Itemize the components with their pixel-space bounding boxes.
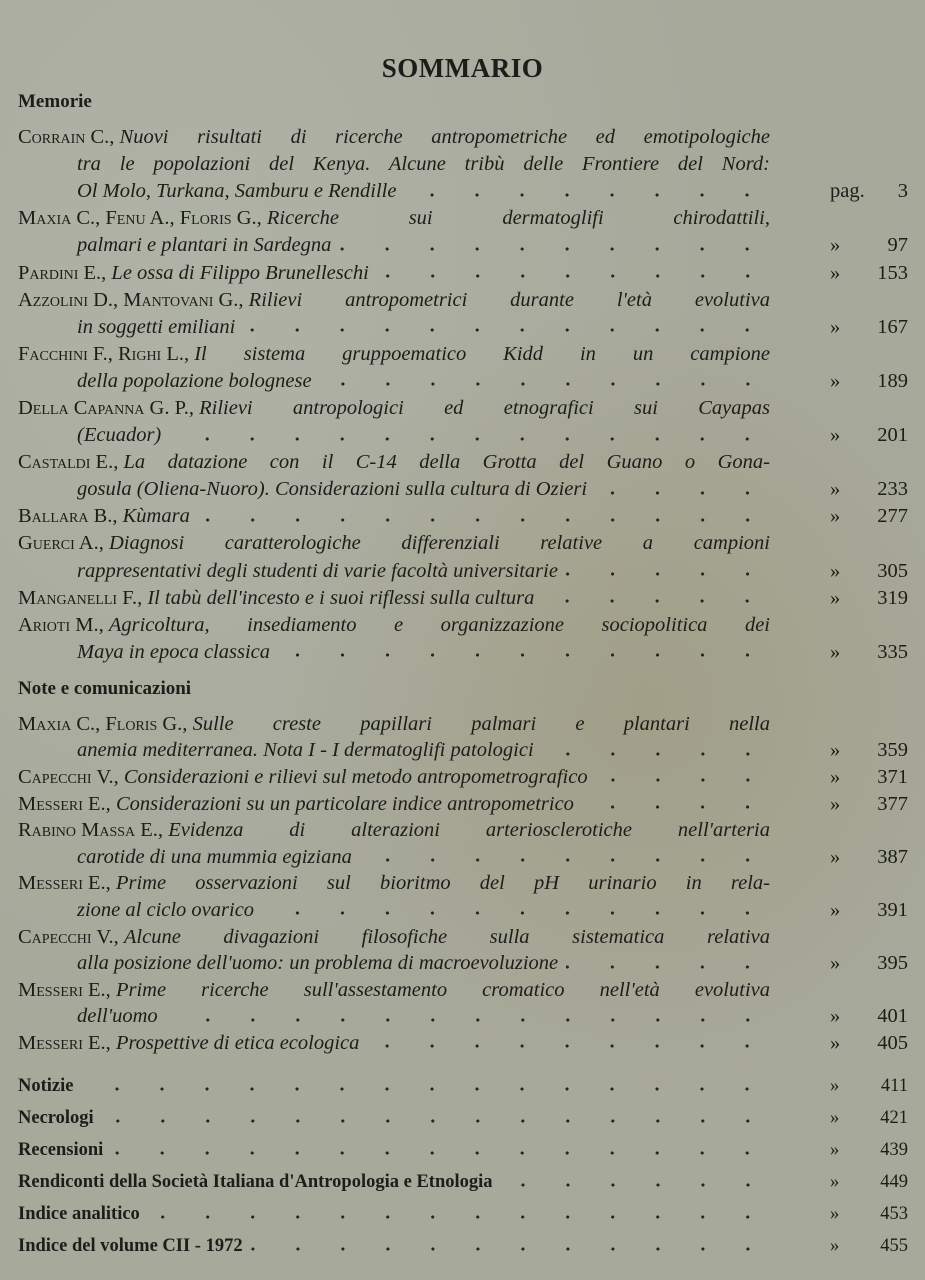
entry-title: Considerazioni e rilievi sul metodo antropometrografico bbox=[123, 765, 588, 788]
section-heading-memorie: Memorie bbox=[18, 91, 92, 112]
author: Messeri E., bbox=[18, 1031, 111, 1054]
toc-entry-line bbox=[18, 287, 908, 314]
leader-dots bbox=[278, 645, 770, 659]
page-marker: » bbox=[830, 792, 841, 815]
page-marker: » bbox=[830, 952, 841, 975]
page-ref bbox=[770, 1108, 908, 1129]
toc-section-entry[interactable] bbox=[18, 1166, 908, 1198]
toc-entry-line bbox=[18, 1004, 908, 1031]
author: Capecchi V., bbox=[18, 925, 119, 948]
author: Azzolini D., Mantovani G., bbox=[18, 288, 244, 311]
leader-dots bbox=[251, 1239, 770, 1253]
section-heading-note: Note e comunicazioni bbox=[18, 678, 192, 699]
toc-entry-line bbox=[18, 817, 908, 844]
page-ref bbox=[770, 180, 908, 203]
leader-dots bbox=[102, 1111, 770, 1125]
page-marker: » bbox=[830, 765, 841, 788]
author: Manganelli F., bbox=[18, 586, 143, 609]
toc-entry-line bbox=[18, 449, 908, 476]
page-ref bbox=[770, 641, 908, 664]
page-ref bbox=[770, 1204, 908, 1225]
leader-dots bbox=[596, 770, 770, 784]
leader-dots bbox=[566, 957, 770, 971]
toc-entry[interactable] bbox=[18, 395, 908, 449]
author: Messeri E., bbox=[18, 978, 111, 1001]
page-marker: » bbox=[830, 1235, 840, 1256]
entry-title: Prime osservazioni sul bioritmo del pH urinario in rela- bbox=[115, 872, 770, 895]
leader-dots bbox=[169, 429, 770, 443]
section-label: Necrologi bbox=[18, 1107, 94, 1128]
page-ref bbox=[770, 234, 908, 257]
entry-title-cont: gosula (Oliena-Nuoro). Considerazioni sulla cultura di Ozieri bbox=[77, 478, 588, 501]
toc-entry[interactable] bbox=[18, 871, 908, 924]
page-number: 411 bbox=[880, 1075, 908, 1096]
leader-dots bbox=[166, 1010, 770, 1024]
leader-dots bbox=[566, 564, 770, 578]
toc-entry-line bbox=[18, 791, 908, 818]
entry-title-cont: tra le popolazioni del Kenya. Alcune tribù delle Frontiere del Nord: bbox=[77, 153, 770, 176]
toc-entry[interactable] bbox=[18, 612, 908, 666]
page-marker: » bbox=[830, 424, 841, 447]
toc-entry-line bbox=[18, 422, 908, 449]
entry-title-cont: palmari e plantari in Sardegna bbox=[77, 234, 332, 257]
toc-entry[interactable] bbox=[18, 977, 908, 1030]
toc-entry[interactable] bbox=[18, 764, 908, 791]
page-marker: » bbox=[830, 369, 841, 392]
author: Ballara B., bbox=[18, 505, 118, 528]
page-ref bbox=[770, 1076, 908, 1097]
page-ref bbox=[770, 766, 908, 789]
toc-entry-line bbox=[18, 178, 908, 205]
toc-entry-line bbox=[18, 897, 908, 924]
entry-title-cont: (Ecuador) bbox=[77, 424, 162, 447]
page-number: 439 bbox=[880, 1139, 908, 1160]
leader-dots bbox=[595, 483, 770, 497]
page-ref bbox=[770, 1140, 908, 1161]
entry-title: Nuovi risultati di ricerche antropometriche ed emotipologiche bbox=[119, 126, 770, 149]
page-ref bbox=[770, 478, 908, 501]
toc-entry[interactable] bbox=[18, 503, 908, 530]
page-ref bbox=[770, 370, 908, 393]
page-ref bbox=[770, 424, 908, 447]
entry-title: Rilievi antropologici ed etnografici sui Cayapas bbox=[199, 396, 770, 419]
leader-dots bbox=[542, 591, 770, 605]
toc-entry[interactable] bbox=[18, 205, 908, 259]
leader-dots bbox=[404, 185, 770, 199]
toc-section-entry[interactable] bbox=[18, 1134, 908, 1166]
entry-title: Agricoltura, insediamento e organizzazione sociopolitica dei bbox=[108, 613, 770, 636]
toc-entry[interactable] bbox=[18, 817, 908, 870]
toc-entry-line bbox=[18, 738, 908, 765]
author: Maxia C., Fenu A., Floris G., bbox=[18, 207, 262, 230]
page-ref bbox=[770, 587, 908, 610]
toc-entry[interactable] bbox=[18, 530, 908, 584]
author: Pardini E., bbox=[18, 261, 107, 284]
note-list bbox=[18, 711, 908, 1057]
entry-title: Considerazioni su un particolare indice antropometrico bbox=[115, 792, 574, 815]
toc-entry[interactable] bbox=[18, 287, 908, 341]
page-number: 3 bbox=[897, 180, 908, 203]
toc-section-entry[interactable] bbox=[18, 1102, 908, 1134]
toc-entry[interactable] bbox=[18, 449, 908, 503]
toc-entry-line bbox=[18, 711, 908, 738]
page-number: 233 bbox=[877, 478, 908, 501]
page-ref bbox=[770, 316, 908, 339]
page-ref bbox=[770, 1032, 908, 1055]
section-label: Rendiconti della Società Italiana d'Antropologia e Etnologia bbox=[18, 1171, 493, 1192]
page-ref bbox=[770, 952, 908, 975]
page-marker: » bbox=[830, 586, 841, 609]
leader-dots bbox=[81, 1079, 770, 1093]
page-ref bbox=[770, 505, 908, 528]
page-ref bbox=[770, 793, 908, 816]
entry-title: Prime ricerche sull'assestamento cromatico nell'età evolutiva bbox=[115, 978, 770, 1001]
leader-dots bbox=[262, 903, 770, 917]
toc-entry-line bbox=[18, 950, 908, 977]
entry-title-cont: della popolazione bolognese bbox=[77, 369, 312, 392]
leader-dots bbox=[582, 797, 770, 811]
author: Guerci A., bbox=[18, 532, 104, 555]
entry-title: Prospettive di etica ecologica bbox=[115, 1031, 360, 1054]
section-label: Notizie bbox=[18, 1075, 74, 1096]
toc-section-entry[interactable] bbox=[18, 1230, 908, 1262]
page-number: 153 bbox=[877, 261, 908, 284]
leader-dots bbox=[320, 374, 770, 388]
toc-entry-line bbox=[18, 924, 908, 951]
page-number: 395 bbox=[877, 952, 908, 975]
leader-dots bbox=[367, 1036, 770, 1050]
page-number: 449 bbox=[880, 1171, 908, 1192]
page-number: 391 bbox=[877, 898, 908, 921]
author: Capecchi V., bbox=[18, 765, 119, 788]
entry-title: Evidenza di alterazioni arteriosclerotiche nell'arteria bbox=[168, 819, 770, 842]
page-marker: » bbox=[830, 739, 841, 762]
page-ref bbox=[770, 560, 908, 583]
page-number: 359 bbox=[877, 739, 908, 762]
page-ref bbox=[770, 899, 908, 922]
page-marker: » bbox=[830, 315, 841, 338]
entry-title: Rilievi antropometrici durante l'età evolutiva bbox=[248, 288, 770, 311]
entry-title: Il tabù dell'incesto e i suoi riflessi sulla cultura bbox=[147, 586, 535, 609]
entry-title-cont: Ol Molo, Turkana, Samburu e Rendille bbox=[77, 180, 397, 203]
author: Castaldi E., bbox=[18, 451, 119, 474]
page-ref bbox=[770, 739, 908, 762]
page-number: 405 bbox=[877, 1031, 908, 1054]
toc-entry-line bbox=[18, 612, 908, 639]
toc-entry[interactable] bbox=[18, 711, 908, 764]
leader-dots bbox=[148, 1207, 770, 1221]
leader-dots bbox=[111, 1143, 770, 1157]
entry-title-cont: zione al ciclo ovarico bbox=[77, 898, 255, 921]
leader-dots bbox=[501, 1175, 770, 1189]
toc-entry-line bbox=[18, 639, 908, 666]
page-marker: » bbox=[830, 845, 841, 868]
entry-title-cont: alla posizione dell'uomo: un problema di macroevoluzione bbox=[77, 952, 559, 975]
page-number: 305 bbox=[877, 559, 908, 582]
entry-title-cont: dell'uomo bbox=[77, 1005, 158, 1028]
other-sections-list bbox=[18, 1070, 908, 1262]
page-number: 387 bbox=[877, 845, 908, 868]
toc-entry-line bbox=[18, 395, 908, 422]
page-number: 371 bbox=[877, 765, 908, 788]
page-title: SOMMARIO bbox=[381, 53, 544, 83]
toc-section-entry[interactable] bbox=[18, 1070, 908, 1102]
page-marker: » bbox=[830, 1107, 840, 1128]
toc-entry-line bbox=[18, 871, 908, 898]
author: Della Capanna G. P., bbox=[18, 396, 194, 419]
page-marker: » bbox=[830, 261, 841, 284]
page-number: 319 bbox=[877, 586, 908, 609]
leader-dots bbox=[377, 266, 770, 280]
entry-title: Diagnosi caratterologiche differenziali relative a campioni bbox=[108, 532, 770, 555]
page-number: 377 bbox=[877, 792, 908, 815]
page-number: 453 bbox=[880, 1203, 908, 1224]
page-number: 201 bbox=[877, 424, 908, 447]
page-marker: » bbox=[830, 234, 841, 257]
page-marker: » bbox=[830, 1005, 841, 1028]
page-number: 455 bbox=[880, 1235, 908, 1256]
entry-title: La datazione con il C-14 della Grotta del Guano o Gona- bbox=[123, 451, 770, 474]
toc-entry[interactable] bbox=[18, 1030, 908, 1057]
page-ref bbox=[770, 1236, 908, 1257]
toc-entry-line bbox=[18, 259, 908, 286]
toc-entry-line bbox=[18, 124, 908, 151]
entry-title: Sulle creste papillari palmari e plantari nella bbox=[192, 712, 770, 735]
page-ref bbox=[770, 846, 908, 869]
page-marker: » bbox=[830, 559, 841, 582]
page-number: 335 bbox=[877, 640, 908, 663]
leader-dots bbox=[360, 850, 770, 864]
author: Corrain C., bbox=[18, 126, 115, 149]
entry-title-cont: Maya in epoca classica bbox=[77, 640, 270, 663]
toc-section-entry[interactable] bbox=[18, 1198, 908, 1230]
page-number: 401 bbox=[877, 1005, 908, 1028]
page-marker: » bbox=[830, 1171, 840, 1192]
memorie-list bbox=[18, 124, 908, 666]
entry-title-cont: in soggetti emiliani bbox=[77, 315, 236, 338]
page-number: 277 bbox=[877, 505, 908, 528]
page-marker: » bbox=[830, 1139, 840, 1160]
author: Messeri E., bbox=[18, 872, 111, 895]
author: Messeri E., bbox=[18, 792, 111, 815]
toc-entry-line bbox=[18, 977, 908, 1004]
leader-dots bbox=[198, 510, 770, 524]
toc-entry[interactable] bbox=[18, 124, 908, 205]
leader-dots bbox=[542, 744, 770, 758]
page-marker: » bbox=[830, 1075, 840, 1096]
entry-title: Ricerche sui dermatoglifi chirodattili, bbox=[266, 207, 770, 230]
page-marker: » bbox=[830, 478, 841, 501]
page-number: 167 bbox=[877, 315, 908, 338]
page-marker: » bbox=[830, 505, 841, 528]
page-marker: » bbox=[830, 1203, 840, 1224]
author: Rabino Massa E., bbox=[18, 819, 164, 842]
page-marker: » bbox=[830, 1031, 841, 1054]
page-marker: pag. bbox=[830, 180, 865, 203]
author: Arioti M., bbox=[18, 613, 104, 636]
toc-entry[interactable] bbox=[18, 791, 908, 818]
page-ref bbox=[770, 262, 908, 285]
toc-entry[interactable] bbox=[18, 585, 908, 612]
entry-title: Il sistema gruppoematico Kidd in un campione bbox=[194, 342, 770, 365]
toc-entry-line bbox=[18, 530, 908, 557]
entry-title-cont: anemia mediterranea. Nota I - I dermatoglifi patologici bbox=[77, 739, 534, 762]
toc-entry-line bbox=[18, 844, 908, 871]
toc-entry-line bbox=[18, 368, 908, 395]
page-number: 189 bbox=[877, 369, 908, 392]
toc-entry-line bbox=[18, 151, 908, 178]
toc-entry-line bbox=[18, 764, 908, 791]
entry-title-cont: carotide di una mummia egiziana bbox=[77, 845, 352, 868]
toc-entry[interactable] bbox=[18, 259, 908, 286]
entry-title: Kùmara bbox=[122, 505, 190, 528]
author: Facchini F., Righi L., bbox=[18, 342, 190, 365]
page-ref bbox=[770, 1005, 908, 1028]
toc-entry[interactable] bbox=[18, 341, 908, 395]
toc-entry[interactable] bbox=[18, 924, 908, 977]
toc-entry-line bbox=[18, 558, 908, 585]
toc-entry-line bbox=[18, 476, 908, 503]
section-label: Recensioni bbox=[18, 1139, 104, 1160]
toc-entry-line bbox=[18, 314, 908, 341]
section-label: Indice del volume CII - 1972 bbox=[18, 1235, 243, 1256]
page-number: 97 bbox=[887, 234, 908, 257]
leader-dots bbox=[339, 239, 770, 253]
toc-entry-line bbox=[18, 503, 908, 530]
toc-entry-line bbox=[18, 205, 908, 232]
entry-title: Le ossa di Filippo Brunelleschi bbox=[111, 261, 369, 284]
toc-entry-line bbox=[18, 1030, 908, 1057]
leader-dots bbox=[243, 320, 770, 334]
page-marker: » bbox=[830, 640, 841, 663]
toc-entry-line bbox=[18, 341, 908, 368]
page-marker: » bbox=[830, 898, 841, 921]
section-label: Indice analitico bbox=[18, 1203, 140, 1224]
entry-title-cont: rappresentativi degli studenti di varie facoltà universitarie bbox=[77, 559, 558, 582]
author: Maxia C., Floris G., bbox=[18, 712, 188, 735]
page-number: 421 bbox=[880, 1107, 908, 1128]
toc-entry-line bbox=[18, 585, 908, 612]
entry-title: Alcune divagazioni filosofiche sulla sistematica relativa bbox=[123, 925, 770, 948]
page-ref bbox=[770, 1172, 908, 1193]
toc-entry-line bbox=[18, 232, 908, 259]
